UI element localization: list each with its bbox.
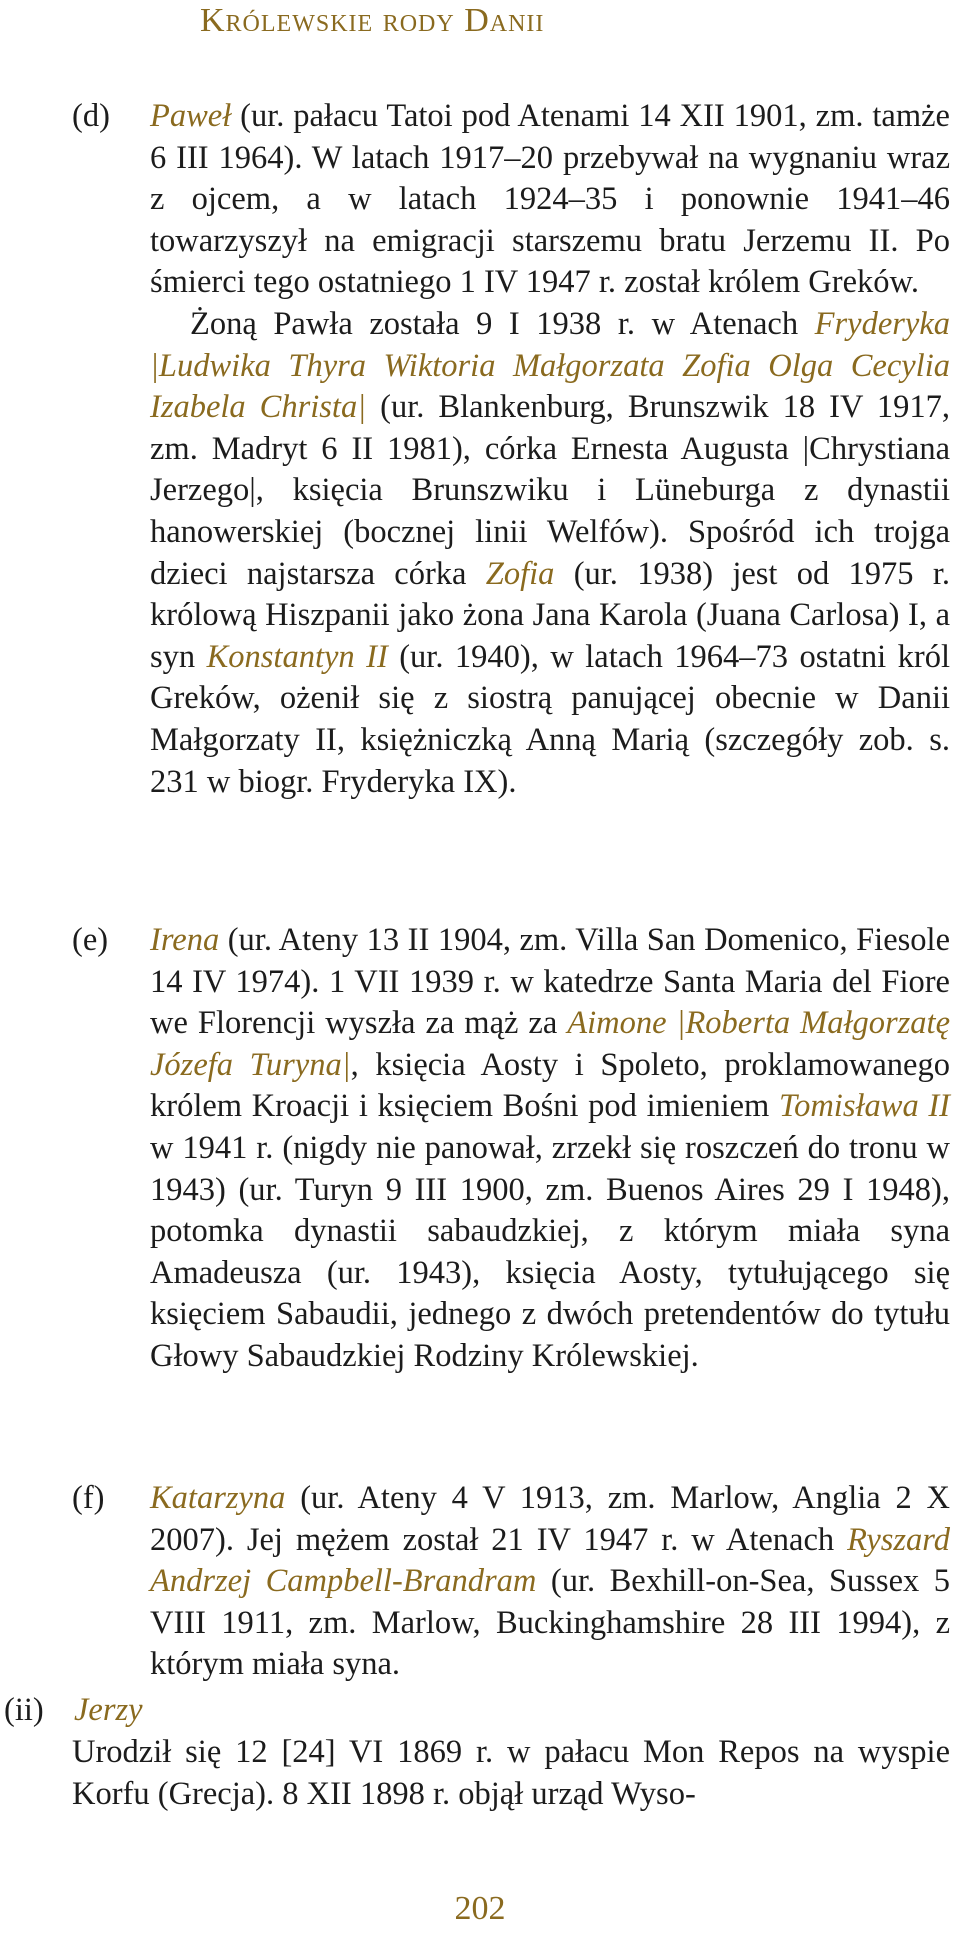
entry-label-f: (f) xyxy=(72,1480,105,1516)
running-header: Królewskie rody Danii xyxy=(200,2,545,39)
entry-d-text: (ur. 1940), w latach 1964–73 ostatni król Greków, ożenił się z siostrą panującej obecnie w Danii Małgorzaty II, księżniczką Anną Marią (szczegóły zob. s. 231 w biogr. Fryderyka IX). xyxy=(150,638,950,800)
entry-e-text: , księcia Aosty i Spoleto, proklamowanego królem Kroacji i księciem Bośni pod imieniem xyxy=(150,1046,950,1125)
entry-label-d: (d) xyxy=(72,98,110,134)
entry-f-text: (ur. Ateny 4 V 1913, zm. Marlow, Anglia 2 X 2007). Jej mężem został 21 IV 1947 r. w Atenach xyxy=(150,1480,950,1558)
person-name-pawel: Paweł xyxy=(150,98,232,134)
page-number: 202 xyxy=(454,1890,506,1927)
entry-e xyxy=(150,920,950,1378)
section-ii-text: Urodził się 12 [24] VI 1869 r. w pałacu Mon Repos na wyspie Korfu (Grecja). 8 XII 1898 r. objął urząd Wyso- xyxy=(72,1734,950,1812)
person-name-aimone: Aimone |Roberta Małgorzatę Józefa Turyna| xyxy=(150,1005,950,1083)
entry-label-e: (e) xyxy=(72,922,109,958)
entry-f-text: (ur. Bexhill-on-Sea, Sussex 5 VIII 1911, zm. Marlow, Buckinghamshire 28 III 1994), z którym miała syna. xyxy=(150,1563,950,1683)
person-name-irena: Irena xyxy=(150,922,220,958)
section-heading-jerzy: Jerzy xyxy=(74,1692,143,1728)
entry-d-text: Żoną Pawła została 9 I 1938 r. w Atenach xyxy=(190,305,815,342)
entry-f xyxy=(150,1478,950,1686)
entry-e-text: w 1941 r. (nigdy nie panował, zrzekł się roszczeń do tronu w 1943) (ur. Turyn 9 III 1900, zm. Buenos Aires 29 I 1948), potomka dynastii sabaudzkiej, z którym miała syna Amadeusza (ur. 1943), księcia Aosty, tytułującego się księciem Sabaudii, jednego z dwóch pretendentów do tytułu Głowy Sabaudzkiej Rodziny Królewskiej. xyxy=(150,1129,950,1374)
person-name-fryderyka: Fryderyka |Ludwika Thyra Wiktoria Małgorzata Zofia Olga Cecylia Izabela Christa| xyxy=(150,305,950,426)
entry-d-text: (ur. 1938) jest od 1975 r. królową Hiszpanii jako żona Jana Karola (Juana Carlosa) I, a syn xyxy=(150,555,950,675)
entry-e-paragraph xyxy=(150,920,950,1378)
person-name-katarzyna: Katarzyna xyxy=(150,1480,286,1516)
entry-d-paragraph-2 xyxy=(150,304,950,803)
entry-f-paragraph xyxy=(150,1478,950,1686)
person-name-zofia: Zofia xyxy=(485,555,555,592)
section-label-ii: (ii) xyxy=(4,1692,44,1728)
entry-d xyxy=(150,96,950,803)
entry-d-paragraph-1 xyxy=(150,96,950,304)
person-name-tomislaw: Tomisława II xyxy=(779,1088,950,1125)
entry-d-text: (ur. Blankenburg, Brunszwik 18 IV 1917, zm. Madryt 6 II 1981), córka Ernesta Augusta |Chrystiana Jerzego|, księcia Brunszwiku i Lüneburga z dynastii hanowerskiej (bocznej linii Welfów). Spośród ich trojga dzieci najstarsza córka xyxy=(150,389,950,592)
person-name-ryszard: Ryszard Andrzej Campbell-Brandram xyxy=(150,1521,950,1600)
person-name-konstantyn: Konstantyn II xyxy=(206,638,388,675)
entry-d-text: (ur. pałacu Tatoi pod Atenami 14 XII 1901, zm. tamże 6 III 1964). W latach 1917–20 przebywał na wygnaniu wraz z ojcem, a w latach 1924–35 i ponownie 1941–46 towarzyszył na emigracji starszemu bratu Jerzemu II. Po śmierci tego ostatniego 1 IV 1947 r. został królem Greków. xyxy=(150,98,950,301)
entry-e-text: (ur. Ateny 13 II 1904, zm. Villa San Domenico, Fiesole 14 IV 1974). 1 VII 1939 r. w katedrze Santa Maria del Fiore we Florencji wyszła za mąż za xyxy=(150,922,950,1042)
